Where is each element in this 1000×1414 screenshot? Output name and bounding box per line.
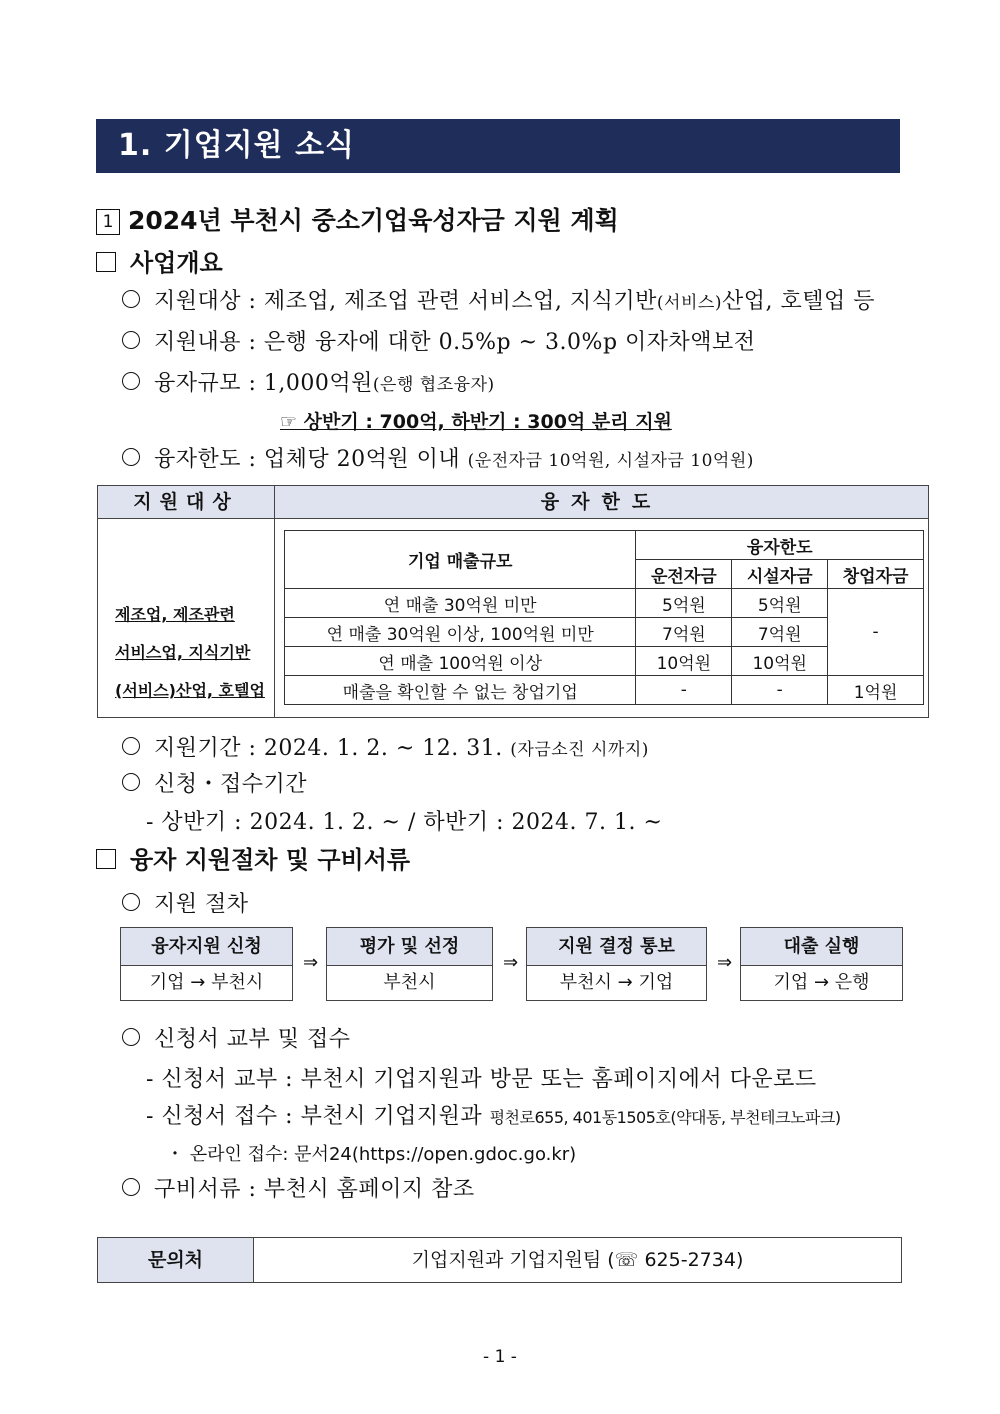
- target-value: 제조업, 제조업 관련 서비스업, 지식기반: [263, 289, 657, 314]
- target-value-end: 산업, 호텔업 등: [721, 289, 875, 314]
- checkbox-square-icon: [96, 849, 116, 869]
- target-cell: [98, 519, 275, 717]
- step-box: [740, 927, 903, 1001]
- col-facility: 시설자금: [732, 560, 828, 589]
- arrow-right-icon: ⇒: [503, 952, 519, 973]
- circle-bullet-icon: [122, 448, 140, 466]
- period-note: (자금소진 시까지): [510, 740, 649, 760]
- cell-operating: 5억원: [636, 589, 732, 618]
- circle-bullet-icon: [122, 893, 140, 911]
- main-heading: [96, 201, 619, 237]
- limit-note: (운전자금 10억원, 시설자금 10억원): [467, 451, 754, 471]
- procedure-title: 융자 지원절차 및 구비서류: [130, 846, 411, 874]
- support-table-header: [98, 486, 928, 519]
- scale-value: 1,000억원: [263, 371, 373, 396]
- col-operating: 운전자금: [636, 560, 732, 589]
- target-line-1: 제조업, 제조관련: [115, 605, 235, 624]
- header-limit: 융자한도: [540, 491, 663, 513]
- overview-title: 사업개요: [130, 249, 223, 277]
- cell-scale: 매출을 확인할 수 없는 창업기업: [285, 676, 636, 705]
- cell-operating: 10억원: [636, 647, 732, 676]
- cell-operating: -: [636, 676, 732, 705]
- step-title: 평가 및 선정: [327, 928, 492, 966]
- arrow-right-icon: ⇒: [303, 952, 319, 973]
- content-label: 지원내용: [154, 330, 242, 355]
- overview-heading: [96, 243, 223, 278]
- contact-box: [97, 1237, 902, 1283]
- cell-operating: 7억원: [636, 618, 732, 647]
- circle-bullet-icon: [122, 372, 140, 390]
- target-value-small: (서비스): [656, 293, 722, 313]
- steps-label: 지원 절차: [154, 892, 249, 917]
- circle-bullet-icon: [122, 737, 140, 755]
- arrow-right-icon: ⇒: [717, 952, 733, 973]
- step-box: [326, 927, 493, 1001]
- circle-bullet-icon: [122, 773, 140, 791]
- circle-bullet-icon: [122, 290, 140, 308]
- heading-text: 2024년 부천시 중소기업육성자금 지원 계획: [128, 206, 619, 235]
- step-box: [120, 927, 293, 1001]
- step-body: 기업 → 부천시: [149, 972, 264, 993]
- step-box: [526, 927, 707, 1001]
- limit-table: [284, 530, 924, 705]
- circle-bullet-icon: [122, 1178, 140, 1196]
- cell-facility: 10억원: [732, 647, 828, 676]
- form-label: 신청서 교부 및 접수: [154, 1027, 351, 1052]
- cell-scale: 연 매출 30억원 이상, 100억원 미만: [285, 618, 636, 647]
- cell-startup-merged: -: [828, 589, 924, 676]
- apply-value: - 상반기 : 2024. 1. 2. ~ / 하반기 : 2024. 7. 1. ~: [146, 810, 663, 835]
- table-row: [285, 676, 924, 705]
- period-line: 지원기간 : 2024. 1. 2. ~ 12. 31. (자금소진 시까지): [122, 731, 649, 762]
- step-body: 부천시: [383, 972, 436, 993]
- circle-bullet-icon: [122, 1028, 140, 1046]
- form-issue: - 신청서 교부 : 부천시 기업지원과 방문 또는 홈페이지에서 다운로드: [146, 1067, 817, 1092]
- page-number: - 1 -: [483, 1347, 517, 1367]
- target-line-3: (서비스)산업, 호텔업: [115, 681, 265, 700]
- period-value: 2024. 1. 2. ~ 12. 31.: [263, 736, 503, 761]
- form-line: [122, 1022, 351, 1053]
- table-row: [285, 589, 924, 618]
- heading-number: 1: [96, 209, 120, 235]
- split-note: ☞ 상반기 : 700억, 하반기 : 300억 분리 지원: [280, 411, 672, 433]
- docs-line: [122, 1172, 475, 1203]
- procedure-heading: [96, 840, 410, 875]
- limit-label: 융자한도: [154, 447, 242, 472]
- cell-startup: 1억원: [828, 676, 924, 705]
- section-title: 1. 기업지원 소식: [96, 119, 900, 173]
- support-table: [97, 485, 929, 718]
- contact-value: 기업지원과 기업지원팀 (☏ 625-2734): [411, 1249, 744, 1271]
- cell-facility: 5억원: [732, 589, 828, 618]
- circle-bullet-icon: [122, 331, 140, 349]
- target-line: 지원대상 : 제조업, 제조업 관련 서비스업, 지식기반(서비스)산업, 호텔업 등: [122, 284, 875, 315]
- form-submit: [146, 1099, 841, 1130]
- period-label: 지원기간: [154, 736, 242, 761]
- apply-label: 신청・접수기간: [154, 772, 308, 797]
- checkbox-square-icon: [96, 252, 116, 272]
- col-head-limit: 융자한도: [636, 531, 924, 560]
- online-submit: ・ 온라인 접수: 문서24(https://open.gdoc.go.kr): [166, 1144, 577, 1165]
- cell-scale: 연 매출 30억원 미만: [285, 589, 636, 618]
- scale-line: 융자규모 : 1,000억원(은행 협조융자): [122, 366, 495, 397]
- step-title: 지원 결정 통보: [527, 928, 706, 966]
- scale-label: 융자규모: [154, 371, 242, 396]
- cell-facility: 7억원: [732, 618, 828, 647]
- step-title: 융자지원 신청: [121, 928, 292, 966]
- limit-line: 융자한도 : 업체당 20억원 이내 (운전자금 10억원, 시설자금 10억원): [122, 442, 754, 473]
- docs-text: 구비서류 : 부천시 홈페이지 참조: [154, 1177, 475, 1202]
- limit-value: 업체당 20억원 이내: [263, 447, 461, 472]
- header-target: 지원대상: [98, 486, 275, 518]
- contact-label: 문의처: [98, 1238, 254, 1282]
- col-head-scale: 기업 매출규모: [285, 531, 636, 589]
- form-submit-label: - 신청서 접수 : 부천시 기업지원과: [146, 1104, 483, 1129]
- apply-line: [122, 767, 307, 798]
- form-submit-address: 평천로655, 401동1505호(약대동, 부천테크노파크): [489, 1108, 841, 1127]
- step-body: 기업 → 은행: [773, 972, 870, 993]
- col-startup: 창업자금: [828, 560, 924, 589]
- cell-scale: 연 매출 100억원 이상: [285, 647, 636, 676]
- step-title: 대출 실행: [741, 928, 902, 966]
- step-body: 부천시 → 기업: [559, 972, 674, 993]
- content-line: 지원내용 : 은행 융자에 대한 0.5%p ~ 3.0%p 이자차액보전: [122, 325, 756, 356]
- content-value: 은행 융자에 대한 0.5%p ~ 3.0%p 이자차액보전: [263, 330, 756, 355]
- scale-note: (은행 협조융자): [372, 375, 495, 395]
- cell-facility: -: [732, 676, 828, 705]
- target-line-2: 서비스업, 지식기반: [115, 643, 251, 662]
- steps-label-line: [122, 887, 249, 918]
- target-label: 지원대상: [154, 289, 242, 314]
